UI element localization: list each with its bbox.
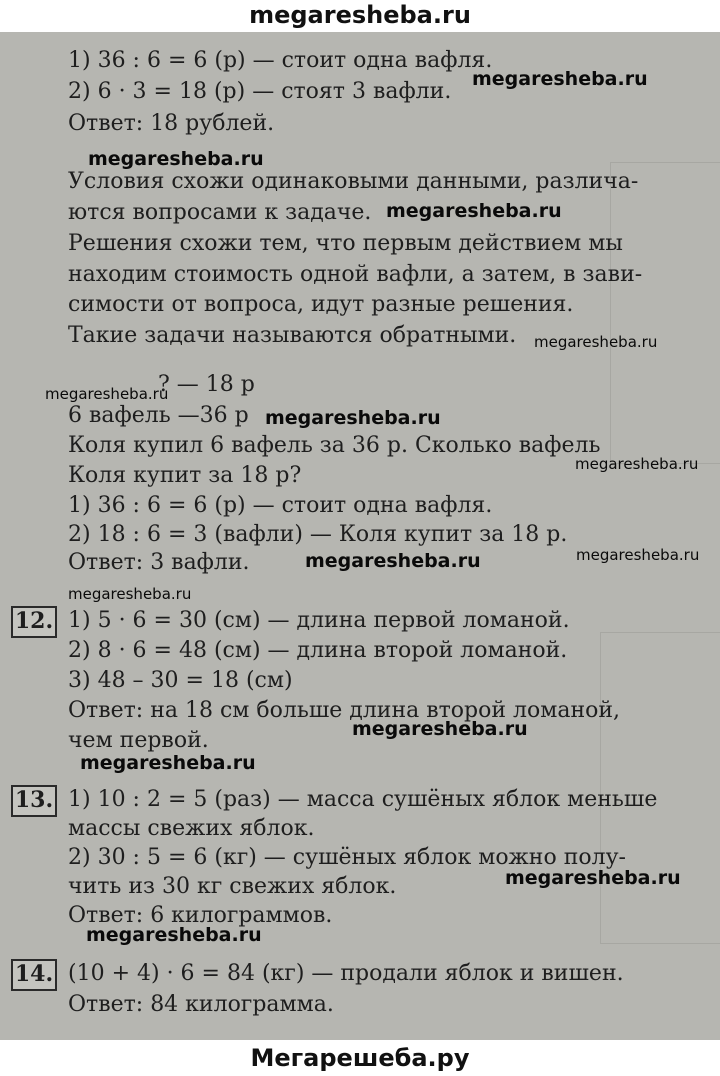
watermark: megaresheba.ru: [45, 385, 169, 403]
problem-text-line: Коля купит за 18 р?: [68, 463, 302, 488]
answer-line: Ответ: 3 вафли.: [68, 550, 250, 575]
watermark: megaresheba.ru: [80, 752, 256, 774]
watermark: megaresheba.ru: [386, 200, 562, 222]
watermark: megaresheba.ru: [265, 407, 441, 429]
explanation-line: ются вопросами к задаче.: [68, 200, 372, 225]
solution-line: 1) 10 : 2 = 5 (раз) — масса сушёных яблок меньше: [68, 787, 658, 812]
watermark: megaresheba.ru: [88, 148, 264, 170]
short-condition-line: 6 вафель —36 р: [68, 403, 249, 428]
solution-line: чить из 30 кг свежих яблок.: [68, 874, 397, 899]
solution-line: 2) 18 : 6 = 3 (вафли) — Коля купит за 18 р.: [68, 522, 568, 547]
watermark: megaresheba.ru: [575, 455, 699, 473]
task-number-14: 14.: [11, 959, 57, 991]
watermark: megaresheba.ru: [68, 585, 192, 603]
solution-line: 1) 36 : 6 = 6 (р) — стоит одна вафля.: [68, 48, 493, 73]
watermark: megaresheba.ru: [352, 718, 528, 740]
watermark: megaresheba.ru: [534, 333, 658, 351]
solution-line: 2) 6 · 3 = 18 (р) — стоят 3 вафли.: [68, 79, 452, 104]
solution-line: массы свежих яблок.: [68, 816, 315, 841]
solution-line: 2) 8 · 6 = 48 (см) — длина второй ломаной.: [68, 638, 568, 663]
answer-line: Ответ: 84 килограмма.: [68, 992, 334, 1017]
solution-line: (10 + 4) · 6 = 84 (кг) — продали яблок и вишен.: [68, 961, 624, 986]
watermark: megaresheba.ru: [505, 867, 681, 889]
solution-line: 3) 48 – 30 = 18 (см): [68, 668, 293, 693]
solution-line: 2) 30 : 5 = 6 (кг) — сушёных яблок можно полу-: [68, 845, 626, 870]
watermark: megaresheba.ru: [576, 546, 700, 564]
bottom-site-banner: Мегарешеба.ру: [0, 1040, 720, 1075]
answer-line: Ответ: 6 килограммов.: [68, 903, 333, 928]
watermark: megaresheba.ru: [472, 68, 648, 90]
explanation-line: Решения схожи тем, что первым действием мы: [68, 231, 623, 256]
task-number-13: 13.: [11, 785, 57, 817]
watermark: megaresheba.ru: [86, 924, 262, 946]
solution-line: 1) 5 · 6 = 30 (см) — длина первой ломаной.: [68, 608, 570, 633]
explanation-line: Условия схожи одинаковыми данными, различа-: [68, 169, 639, 194]
explanation-line: Такие задачи называются обратными.: [68, 323, 517, 348]
answer-line: чем первой.: [68, 728, 209, 753]
bleed-through-table: [610, 162, 720, 464]
task-number-12: 12.: [11, 606, 57, 638]
short-condition-line: ? — 18 р: [158, 372, 255, 397]
explanation-line: симости от вопроса, идут разные решения.: [68, 292, 574, 317]
watermark: megaresheba.ru: [305, 550, 481, 572]
answer-line: Ответ: 18 рублей.: [68, 111, 275, 136]
explanation-line: находим стоимость одной вафли, а затем, в зави-: [68, 262, 643, 287]
problem-text-line: Коля купил 6 вафель за 36 р. Сколько вафель: [68, 433, 601, 458]
solution-line: 1) 36 : 6 = 6 (р) — стоит одна вафля.: [68, 493, 493, 518]
answer-line: Ответ: на 18 см больше длина второй ломаной,: [68, 698, 621, 723]
top-site-banner: megaresheba.ru: [0, 0, 720, 32]
